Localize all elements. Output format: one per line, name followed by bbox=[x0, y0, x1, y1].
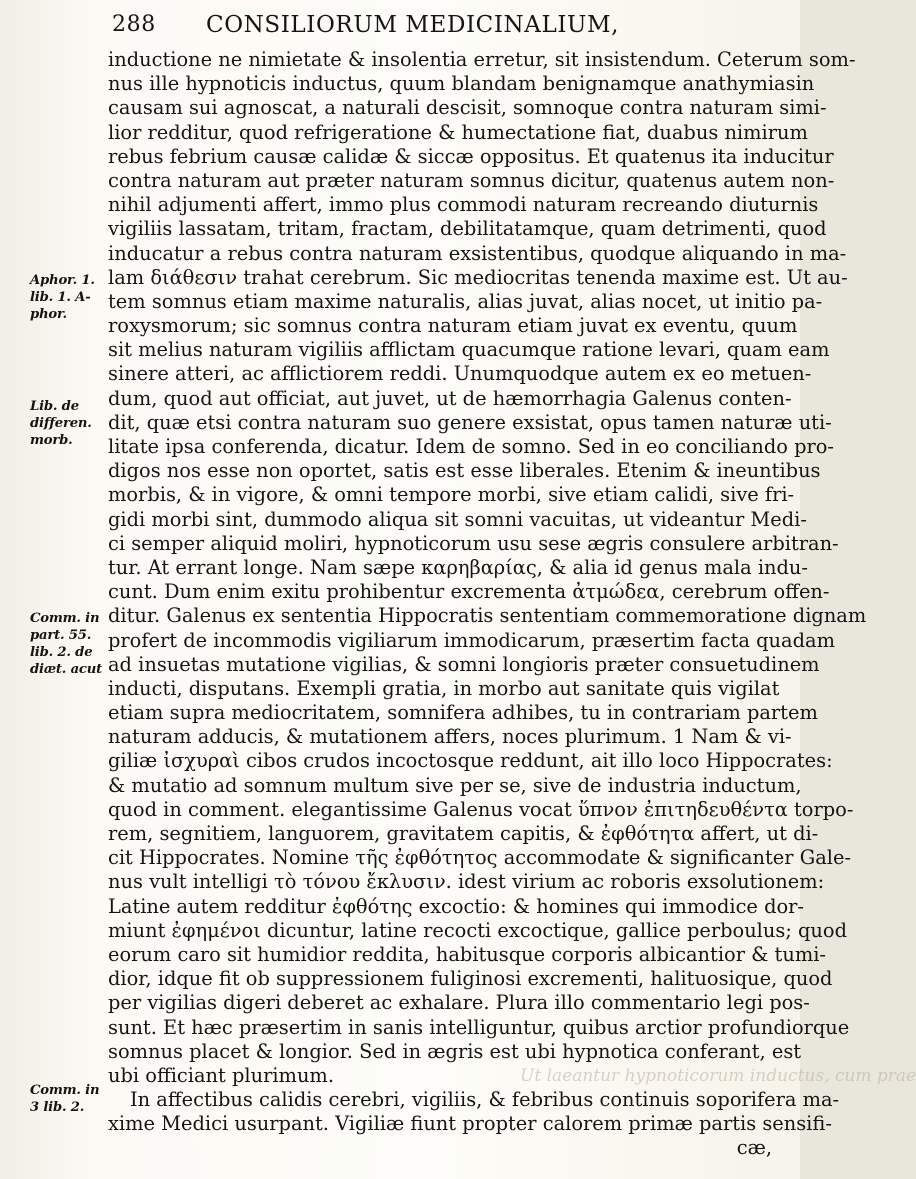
text-line: somnus placet & longior. Sed in ægris est ubi hypnotica conferant, est bbox=[108, 1039, 802, 1063]
text-line: In affectibus calidis cerebri, vigiliis, & febribus continuis soporifera ma- bbox=[130, 1088, 840, 1112]
margin-note bbox=[30, 1082, 110, 1116]
margin-note-line: lib. 2. de bbox=[30, 645, 93, 660]
text-line: cæ, bbox=[736, 1136, 772, 1160]
text-line: & mutatio ad somnum multum sive per se, sive de industria inductum, bbox=[108, 773, 802, 797]
text-line: per vigilias digeri deberet ac exhalare. Plura illo commentario legi pos- bbox=[108, 991, 810, 1015]
text-line: inducatur a rebus contra naturam exsistentibus, quodque aliquando in ma- bbox=[108, 241, 847, 265]
text-line: naturam adducis, & mutationem affers, noces plurimum. 1 Nam & vi- bbox=[108, 725, 792, 749]
page-header bbox=[112, 6, 777, 46]
text-line: sinere atteri, ac afflictiorem reddi. Unumquodque autem ex eo metuen- bbox=[108, 362, 812, 386]
text-line: cit Hippocrates. Nomine τῆς ἐφθότητος accommodate & significanter Gale- bbox=[108, 846, 851, 870]
page-number: 288 bbox=[112, 12, 156, 37]
text-line: vigiliis lassatam, tritam, fractam, debilitatamque, quam detrimenti, quod bbox=[108, 217, 827, 241]
text-line: ditur. Galenus ex sententia Hippocratis sententiam commemoratione dignam bbox=[108, 604, 867, 628]
text-line: quod in comment. elegantissime Galenus vocat ὕπνον ἐπιτηδευθέντα torpo- bbox=[108, 797, 854, 821]
text-line: dum, quod aut officiat, aut juvet, ut de hæmorrhagia Galenus conten- bbox=[108, 386, 792, 410]
text-line: digos nos esse non oportet, satis est esse liberales. Etenim & ineuntibus bbox=[108, 459, 821, 483]
margin-note-line: differen. bbox=[30, 416, 92, 431]
margin-note-line: 3 lib. 2. bbox=[30, 1100, 85, 1115]
text-line: rebus febrium causæ calidæ & siccæ oppositus. Et quatenus ita inducitur bbox=[108, 144, 834, 168]
text-line: ubi officiant plurimum. bbox=[108, 1063, 334, 1087]
margin-note-line: Lib. de bbox=[30, 399, 79, 414]
margin-note-line: diæt. acut bbox=[30, 662, 103, 677]
text-line: miunt ἐφημένοι dicuntur, latine recocti excoctique, gallice perboulus; quod bbox=[108, 918, 848, 942]
text-line: lior redditur, quod refrigeratione & humectatione fiat, duabus nimirum bbox=[108, 120, 808, 144]
text-line: nihil adjumenti affert, immo plus commodi naturam recreando diuturnis bbox=[108, 193, 819, 217]
running-title: CONSILIORUM MEDICINALIUM, bbox=[206, 12, 620, 38]
text-line: nus ille hypnoticis inductus, quum blandam benignamque anathymiasin bbox=[108, 72, 815, 96]
text-line: causam sui agnoscat, a naturali descisit, somnoque contra naturam simi- bbox=[108, 96, 827, 120]
text-line: lam διάθεσιν trahat cerebrum. Sic mediocritas tenenda maxime est. Ut au- bbox=[108, 265, 848, 289]
margin-note bbox=[30, 398, 110, 449]
text-line: inductione ne nimietate & insolentia erretur, sit insistendum. Ceterum som- bbox=[108, 48, 856, 71]
text-line: roxysmorum; sic somnus contra naturam etiam juvat ex eventu, quum bbox=[108, 314, 798, 338]
margin-note-line: Comm. in bbox=[30, 611, 100, 626]
text-line: gidi morbi sint, dummodo aliqua sit somni vacuitas, ut videantur Medi- bbox=[108, 507, 807, 531]
bleed-through-text: Ut laeantur hypnoticorum inductus, cum prae bbox=[520, 1066, 916, 1086]
text-line: eorum caro sit humidior reddita, habitusque corporis albicantior & tumi- bbox=[108, 942, 826, 966]
text-line: rem, segnitiem, languorem, gravitatem capitis, & ἐφθότητα affert, ut di- bbox=[108, 822, 819, 845]
text-line: litate ipsa conferenda, dicatur. Idem de somno. Sed in eo conciliando pro- bbox=[108, 435, 834, 458]
text-line: nus vult intelligi τὸ τόνου ἔκλυσιν. idest virium ac roboris exsolutionem: bbox=[108, 870, 825, 894]
text-line: ad insuetas mutatione vigilias, & somni longioris præter consuetudinem bbox=[108, 652, 820, 676]
margin-note-line: Aphor. 1. bbox=[30, 273, 95, 288]
text-line: tur. At errant longe. Nam sæpe καρηβαρίας, & alia id genus mala indu- bbox=[108, 555, 808, 579]
margin-note-line: part. 55. bbox=[30, 628, 92, 643]
text-line: sit melius naturam vigiliis afflictam quacumque ratione levari, quam eam bbox=[108, 338, 830, 362]
text-line: xime Medici usurpant. Vigiliæ fiunt propter calorem primæ partis sensifi- bbox=[108, 1112, 832, 1136]
text-line: sunt. Et hæc præsertim in sanis intelliguntur, quibus arctior profundiorque bbox=[108, 1015, 850, 1039]
margin-note-line: phor. bbox=[30, 307, 67, 322]
text-line: tem somnus etiam maxime naturalis, alias juvat, alias nocet, ut initio pa- bbox=[108, 289, 823, 313]
text-line: cunt. Dum enim exitu prohibentur excrementa ἀτμώδεα, cerebrum offen- bbox=[108, 580, 830, 604]
body-text bbox=[108, 48, 867, 1161]
text-line: profert de incommodis vigiliarum immodicarum, præsertim facta quadam bbox=[108, 628, 835, 652]
margin-note-line: Comm. in bbox=[30, 1083, 100, 1098]
text-line: dior, idque fit ob suppressionem fuliginosi excrementi, halituosique, quod bbox=[108, 967, 833, 991]
text-line: etiam supra mediocritatem, somnifera adhibes, tu in contrariam partem bbox=[108, 701, 818, 725]
text-line: ci semper aliquid moliri, hypnoticorum usu sese ægris consulere arbitran- bbox=[108, 531, 839, 555]
text-line: dit, quæ etsi contra naturam suo genere exsistat, opus tamen naturæ uti- bbox=[108, 410, 832, 434]
text-line: Latine autem redditur ἐφθότης excoctio: & homines qui immodice dor- bbox=[108, 894, 804, 918]
margin-note bbox=[30, 610, 110, 678]
margin-note-line: lib. 1. A- bbox=[30, 290, 91, 305]
margin-note bbox=[30, 272, 110, 323]
text-line: contra naturam aut præter naturam somnus dicitur, quatenus autem non- bbox=[108, 168, 835, 192]
text-line: giliæ ἰσχυραὶ cibos crudos incoctosque reddunt, ait illo loco Hippocrates: bbox=[108, 749, 833, 773]
text-line: morbis, & in vigore, & omni tempore morbi, sive etiam calidi, sive fri- bbox=[108, 483, 795, 507]
margin-note-line: morb. bbox=[30, 433, 73, 448]
text-line: inducti, disputans. Exempli gratia, in morbo aut sanitate quis vigilat bbox=[108, 676, 780, 700]
